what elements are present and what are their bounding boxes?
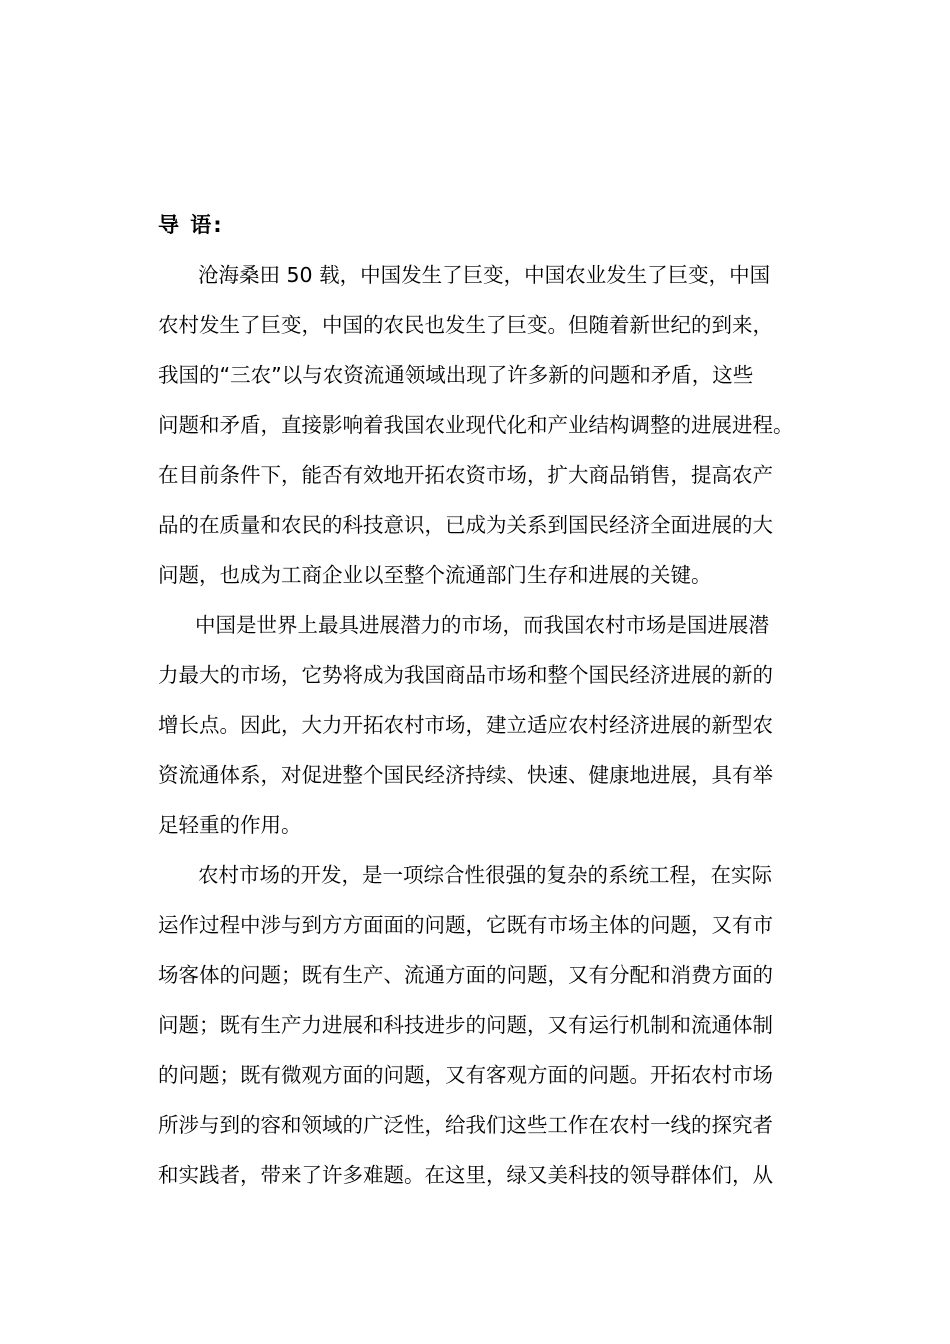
- paragraph-1-line-3: 我国的“三农”以与农资流通领域出现了许多新的问题和矛盾，这些: [158, 363, 754, 387]
- paragraph-2-line-4: 资流通体系，对促进整个国民经济持续、快速、健康地进展，具有举: [158, 763, 773, 787]
- paragraph-3-line-4: 问题；既有生产力进展和科技进步的问题，又有运行机制和流通体制: [158, 1013, 773, 1037]
- paragraph-1-line-2: 农村发生了巨变，中国的农民也发生了巨变。但随着新世纪的到来，: [158, 313, 773, 337]
- section-heading: 导 语:: [158, 213, 224, 237]
- paragraph-1-line-7: 问题，也成为工商企业以至整个流通部门生存和进展的关键。: [158, 563, 712, 587]
- paragraph-3-line-6: 所涉与到的容和领域的广泛性，给我们这些工作在农村一线的探究者: [158, 1113, 773, 1137]
- paragraph-1-line-4: 问题和矛盾，直接影响着我国农业现代化和产业结构调整的进展进程。: [158, 413, 794, 437]
- paragraph-2-line-1: 中国是世界上最具进展潜力的市场，而我国农村市场是国进展潜: [195, 613, 769, 637]
- paragraph-3-line-1: 农村市场的开发，是一项综合性很强的复杂的系统工程，在实际: [198, 863, 772, 887]
- paragraph-2-line-2: 力最大的市场，它势将成为我国商品市场和整个国民经济进展的新的: [158, 663, 773, 687]
- paragraph-2-line-5: 足轻重的作用。: [158, 813, 302, 837]
- paragraph-3-line-7: 和实践者，带来了许多难题。在这里，绿又美科技的领导群体们，从: [158, 1163, 773, 1187]
- paragraph-3-line-5: 的问题；既有微观方面的问题，又有客观方面的问题。开拓农村市场: [158, 1063, 773, 1087]
- paragraph-1-line-5: 在目前条件下，能否有效地开拓农资市场，扩大商品销售，提高农产: [158, 463, 773, 487]
- paragraph-1-line-1: 沧海桑田 50 载，中国发生了巨变，中国农业发生了巨变，中国: [198, 263, 771, 287]
- paragraph-3-line-2: 运作过程中涉与到方方面面的问题，它既有市场主体的问题，又有市: [158, 913, 773, 937]
- paragraph-1-line-6: 品的在质量和农民的科技意识，已成为关系到国民经济全面进展的大: [158, 513, 773, 537]
- paragraph-3-line-3: 场客体的问题；既有生产、流通方面的问题，又有分配和消费方面的: [158, 963, 773, 987]
- paragraph-2-line-3: 增长点。因此，大力开拓农村市场，建立适应农村经济进展的新型农: [158, 713, 773, 737]
